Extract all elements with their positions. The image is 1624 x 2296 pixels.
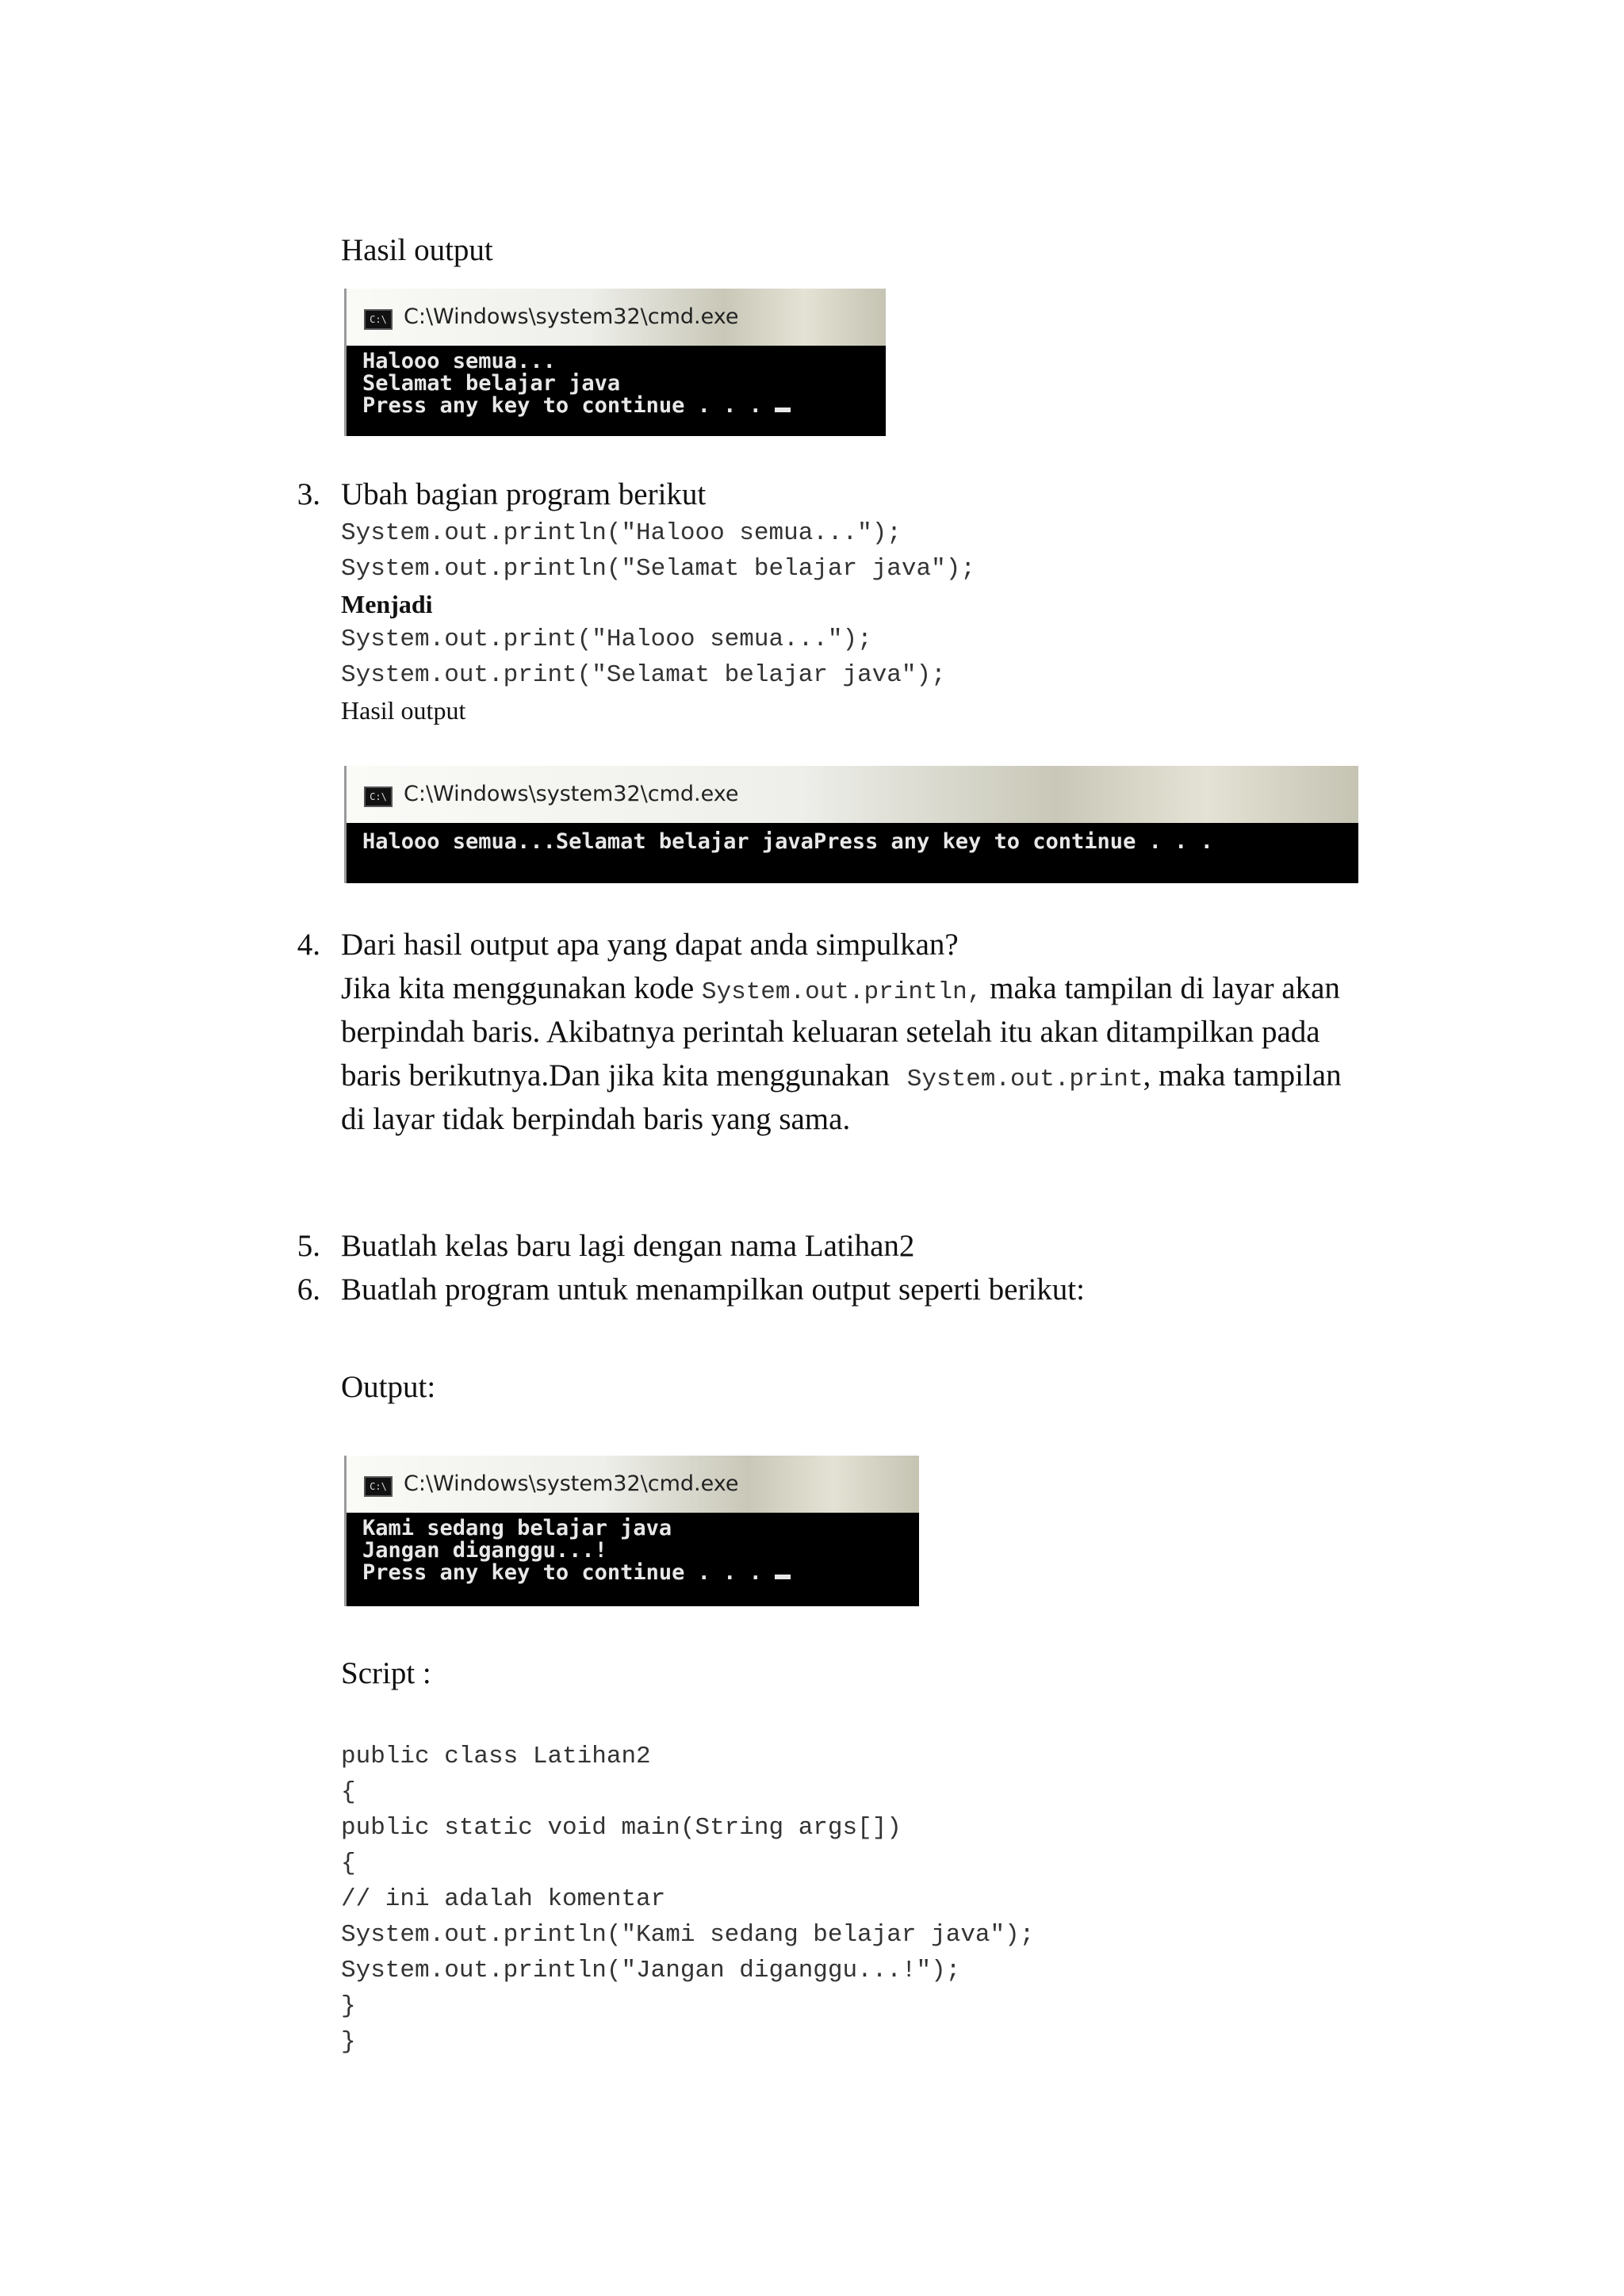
code-line: { — [341, 1778, 356, 1806]
cmd-line: Press any key to continue . . . — [362, 393, 776, 418]
cmd-title: C:\Windows\system32\cmd.exe — [404, 1471, 739, 1496]
cmd-window-1 — [344, 289, 886, 436]
step-4-question: Dari hasil output apa yang dapat anda simpulkan? — [341, 928, 959, 962]
cmd-line: Kami sedang belajar java — [362, 1516, 672, 1540]
code-line: System.out.println("Kami sedang belajar java"); — [341, 1921, 1035, 1949]
answer-text: Jika kita menggunakan kode — [341, 971, 702, 1005]
cmd-title-bar — [347, 766, 1358, 823]
hasil-output-label: Hasil output — [341, 233, 493, 267]
cmd-icon: C:\ — [364, 786, 393, 807]
code-line: } — [341, 2028, 356, 2056]
inline-code: System.out.print — [906, 1066, 1143, 1093]
step-5-text: Buatlah kelas baru lagi dengan nama Latihan2 — [341, 1229, 915, 1263]
step-3-text: Ubah bagian program berikut — [341, 477, 707, 511]
code-before-1: System.out.println("Halooo semua..."); — [341, 519, 902, 547]
code-line: // ini adalah komentar — [341, 1885, 666, 1913]
output-label: Output: — [341, 1370, 436, 1404]
code-after-1: System.out.print("Halooo semua..."); — [341, 626, 872, 653]
cmd-icon: C:\ — [364, 309, 393, 330]
step-6-text: Buatlah program untuk menampilkan output seperti berikut: — [341, 1272, 1085, 1307]
cmd-output — [347, 1513, 919, 1584]
step-6-number: 6. — [297, 1272, 320, 1307]
code-before-2: System.out.println("Selamat belajar java"); — [341, 555, 975, 583]
script-block — [341, 1739, 1034, 2060]
cmd-line: Halooo semua... — [362, 349, 556, 373]
cmd-line: Press any key to continue . . . — [362, 1560, 776, 1585]
code-after-2: System.out.print("Selamat belajar java"); — [341, 661, 946, 689]
inline-code: System.out.println, — [701, 978, 982, 1006]
cmd-line: Jangan diganggu...! — [362, 1538, 607, 1563]
cmd-window-2 — [344, 766, 1358, 883]
code-line: public static void main(String args[]) — [341, 1814, 902, 1842]
answer-text: , maka tampilan — [1143, 1058, 1342, 1093]
cmd-window-3 — [344, 1456, 919, 1606]
cmd-output-line: Halooo semua...Selamat belajar javaPress any key to continue . . . — [362, 829, 1213, 854]
cursor-icon — [775, 1575, 791, 1579]
code-line: } — [341, 1992, 356, 2020]
step-4-answer-line-3 — [341, 1054, 1342, 1101]
menjadi-label: Menjadi — [341, 590, 433, 618]
hasil-output-label-2: Hasil output — [341, 696, 466, 725]
cursor-icon — [775, 408, 791, 412]
script-label: Script : — [341, 1656, 431, 1690]
step-4-answer-line-2: berpindah baris. Akibatnya perintah keluaran setelah itu akan ditampilkan pada — [341, 1015, 1320, 1049]
cmd-output — [347, 346, 886, 417]
answer-text: maka tampilan di layar akan — [982, 971, 1340, 1005]
code-line: public class Latihan2 — [341, 1743, 651, 1770]
code-line: System.out.println("Jangan diganggu...!"); — [341, 1957, 961, 1984]
cmd-title: C:\Windows\system32\cmd.exe — [404, 304, 739, 329]
answer-text: baris berikutnya.Dan jika kita menggunakan — [341, 1058, 898, 1093]
step-3-number: 3. — [297, 477, 320, 511]
code-line: { — [341, 1850, 356, 1877]
step-4-answer-line-4: di layar tidak berpindah baris yang sama. — [341, 1102, 851, 1136]
cmd-line: Selamat belajar java — [362, 371, 621, 396]
step-4-number: 4. — [297, 928, 320, 962]
step-4-answer-line-1 — [341, 966, 1340, 1014]
cmd-title-bar — [347, 289, 886, 346]
cmd-icon: C:\ — [364, 1476, 393, 1497]
cmd-title-bar — [347, 1456, 919, 1513]
cmd-title: C:\Windows\system32\cmd.exe — [404, 782, 739, 806]
step-5-number: 5. — [297, 1229, 320, 1263]
